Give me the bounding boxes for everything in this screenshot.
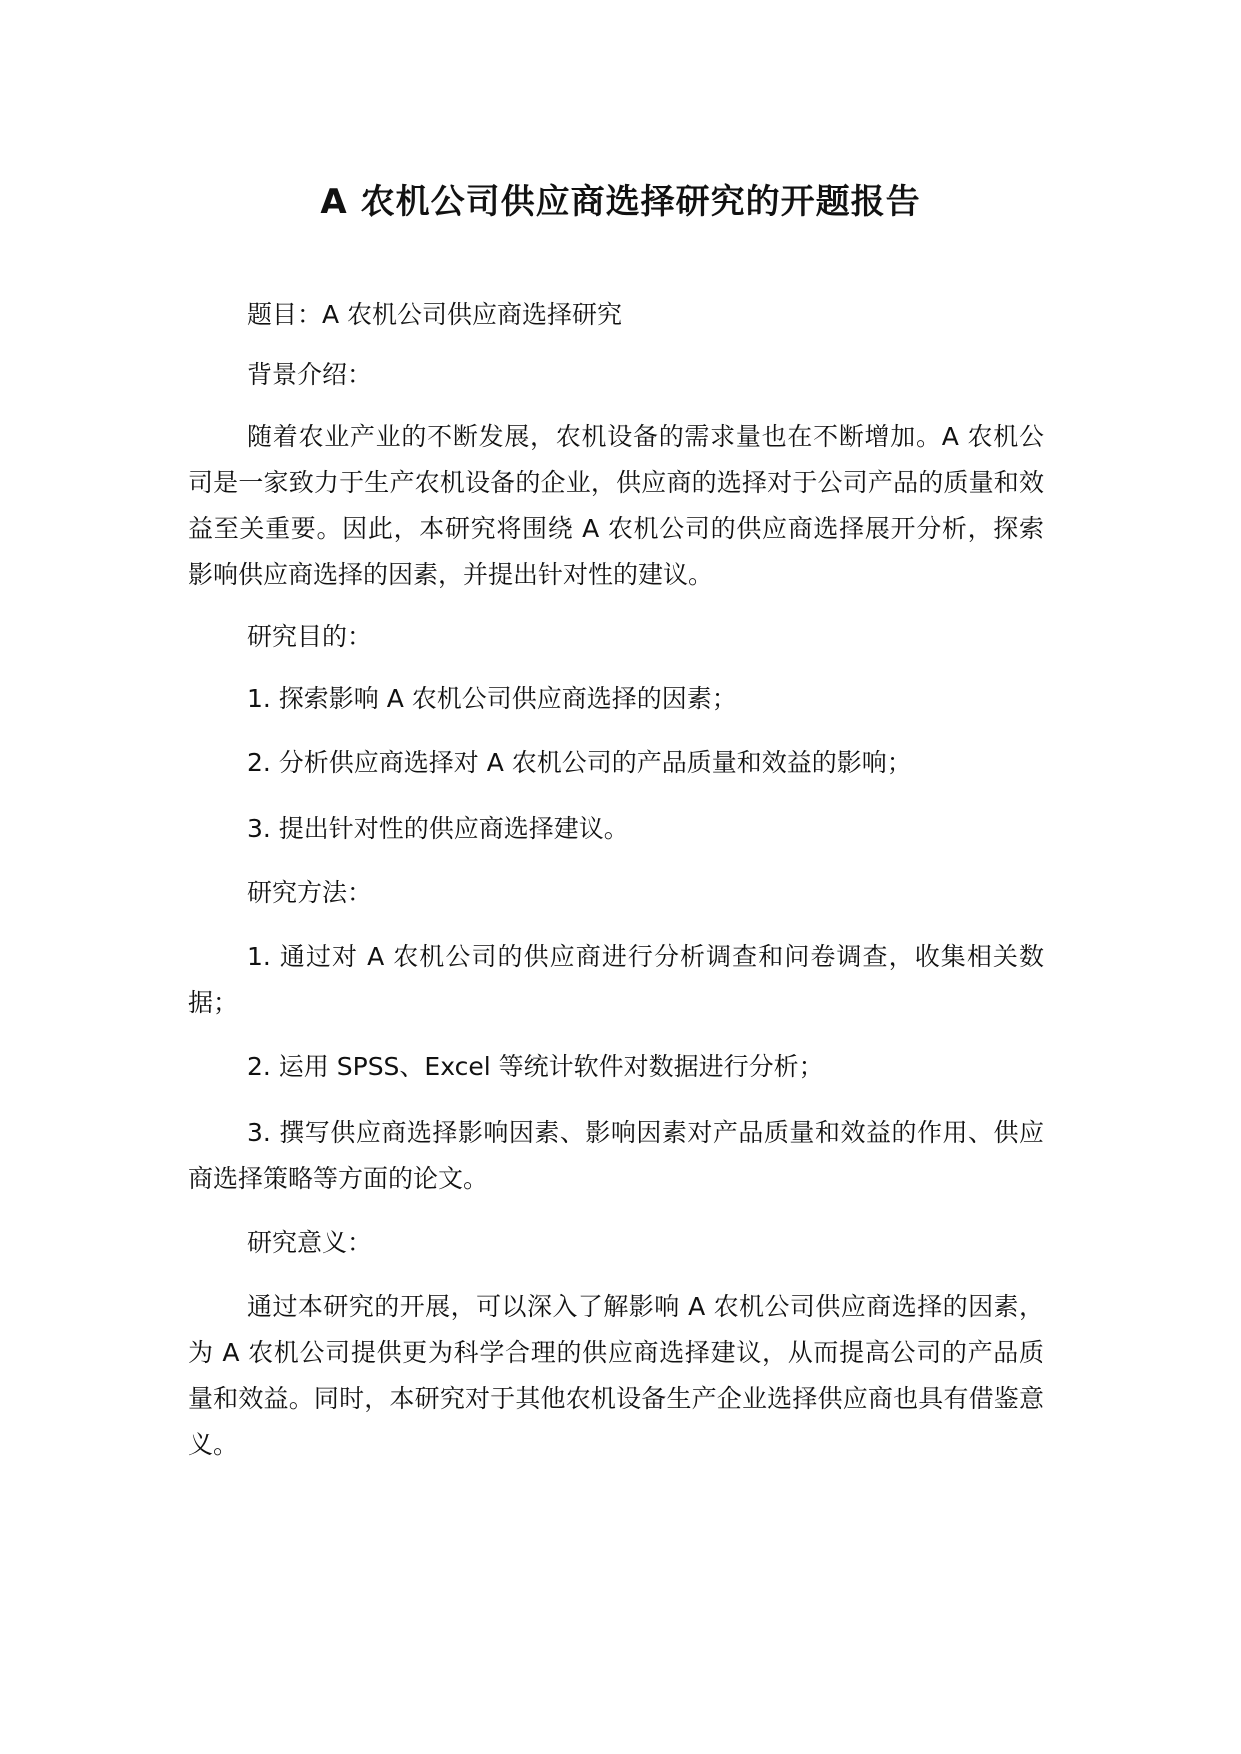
section-heading-objectives: 研究目的： bbox=[247, 622, 373, 651]
section-heading-background: 背景介绍： bbox=[247, 360, 373, 389]
section-heading-methods: 研究方法： bbox=[247, 878, 373, 907]
background-paragraph: 随着农业产业的不断发展，农机设备的需求量也在不断增加。A 农机公司是一家致力于生产农机设备的企业，供应商的选择对于公司产品的质量和效益至关重要。因此，本研究将围绕 A 农机公司的供应商选择展开分析，探索影响供应商选择的因素，并提出针对性的建议。 bbox=[188, 422, 1044, 589]
objective-item-3: 3. 提出针对性的供应商选择建议。 bbox=[247, 814, 629, 843]
topic-line: 题目：A 农机公司供应商选择研究 bbox=[247, 300, 623, 329]
document-title: A 农机公司供应商选择研究的开题报告 bbox=[320, 182, 921, 222]
objective-item-1: 1. 探索影响 A 农机公司供应商选择的因素； bbox=[247, 684, 737, 713]
method-item-2: 2. 运用 SPSS、Excel 等统计软件对数据进行分析； bbox=[247, 1052, 824, 1081]
method-item-3: 3. 撰写供应商选择影响因素、影响因素对产品质量和效益的作用、供应商选择策略等方面的论文。 bbox=[188, 1118, 1044, 1193]
section-heading-significance: 研究意义： bbox=[247, 1228, 373, 1257]
method-item-1: 1. 通过对 A 农机公司的供应商进行分析调查和问卷调查，收集相关数据； bbox=[188, 942, 1044, 1017]
objective-item-2: 2. 分析供应商选择对 A 农机公司的产品质量和效益的影响； bbox=[247, 748, 912, 777]
significance-paragraph: 通过本研究的开展，可以深入了解影响 A 农机公司供应商选择的因素，为 A 农机公司提供更为科学合理的供应商选择建议，从而提高公司的产品质量和效益。同时，本研究对于其他农机设备生产企业选择供应商也具有借鉴意义。 bbox=[188, 1292, 1044, 1459]
